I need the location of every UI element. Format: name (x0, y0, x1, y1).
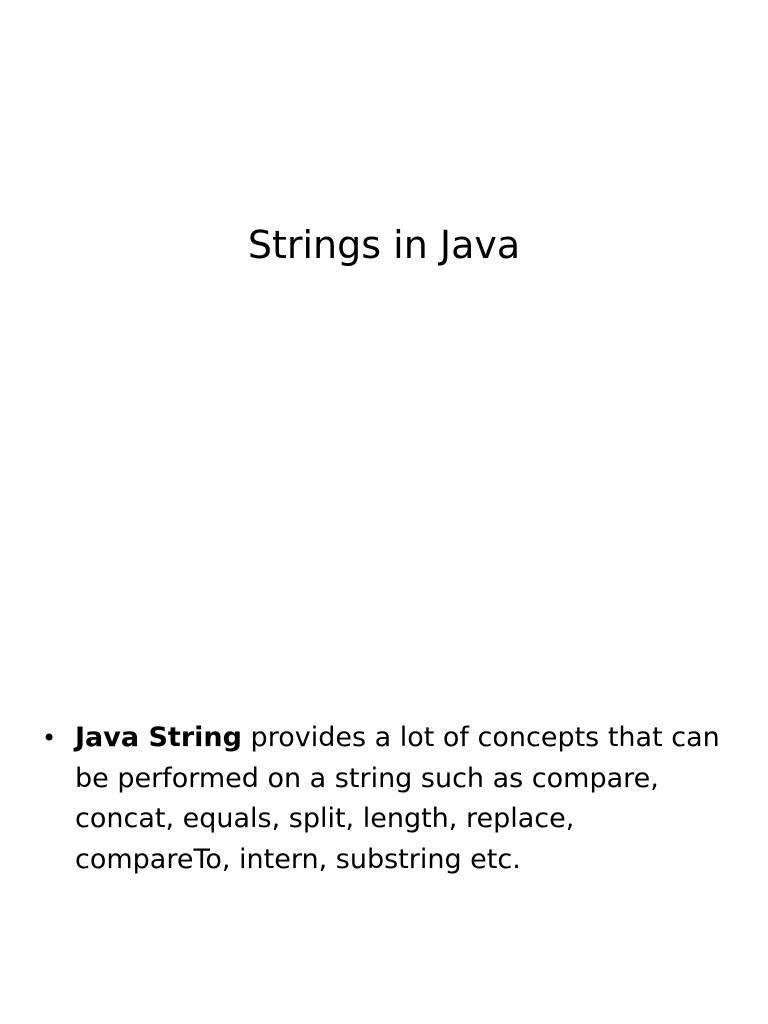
bullet-list (42, 718, 732, 880)
bullet-item (42, 718, 732, 880)
bullet-dot-icon: • (42, 724, 57, 752)
slide-title: Strings in Java (247, 223, 521, 267)
bullet-text: provides a lot of concepts that can be performed on a string such as compare, concat, equals, split, length, replace, compareTo, intern, substring etc. (75, 722, 720, 875)
bullet-bold-term: Java String (75, 722, 242, 753)
